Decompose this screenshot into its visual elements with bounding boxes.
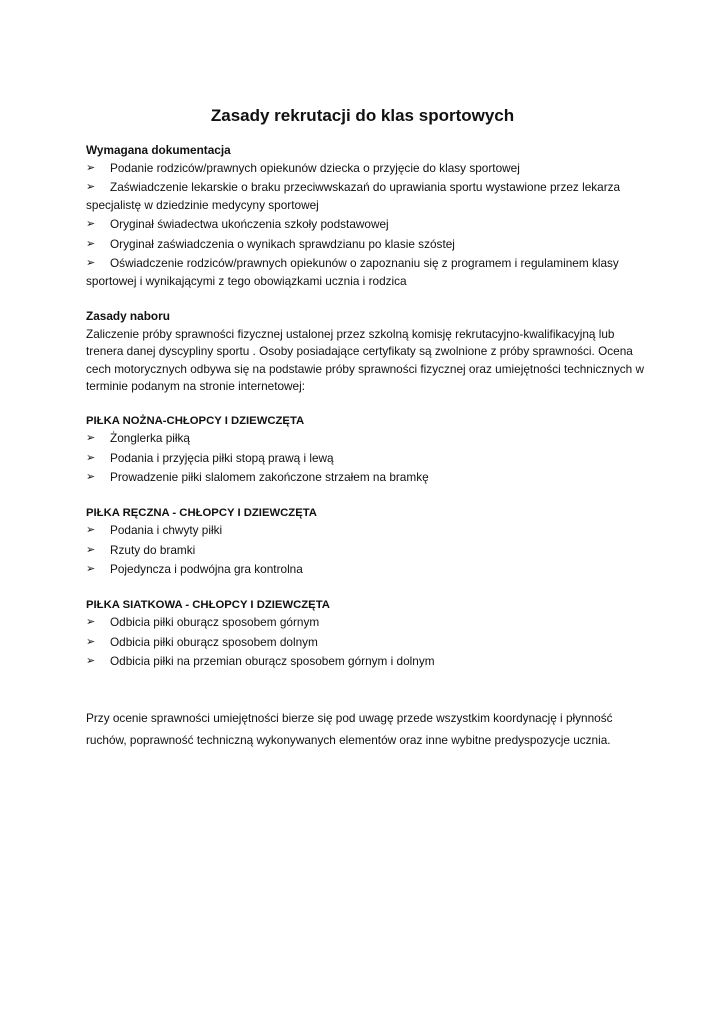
arrowhead-bullet-icon: ➢	[86, 218, 96, 230]
arrowhead-bullet-icon: ➢	[86, 451, 96, 464]
football-heading: PIŁKA NOŻNA-CHŁOPCY I DZIEWCZĘTA	[86, 414, 305, 427]
list-item	[86, 430, 646, 448]
arrowhead-bullet-icon: ➢	[86, 543, 96, 556]
list-item	[86, 634, 646, 652]
document-body	[86, 142, 646, 751]
list-item-text: Oświadczenie rodziców/prawnych opiekunów o zapoznaniu się z programem i regulaminem klasy sportowej i wynikającymi z tego obowiązkami ucznia i rodzica	[86, 256, 619, 288]
volleyball-section	[86, 597, 646, 671]
list-item	[86, 160, 646, 178]
volleyball-heading: PIŁKA SIATKOWA - CHŁOPCY I DZIEWCZĘTA	[86, 598, 330, 611]
documentation-heading: Wymagana dokumentacja	[86, 143, 231, 157]
handball-heading: PIŁKA RĘCZNA - CHŁOPCY I DZIEWCZĘTA	[86, 506, 317, 519]
list-item-text: Odbicia piłki oburącz sposobem górnym	[110, 615, 320, 629]
list-item-text: Odbicia piłki na przemian oburącz sposobem górnym i dolnym	[110, 654, 435, 668]
arrowhead-bullet-icon: ➢	[86, 563, 96, 575]
list-item-text: Podania i przyjęcia piłki stopą prawą i lewą	[110, 450, 334, 465]
arrowhead-bullet-icon: ➢	[86, 471, 96, 483]
arrowhead-bullet-icon: ➢	[86, 616, 96, 628]
list-item-text: Żonglerka piłką	[110, 431, 190, 445]
list-item	[86, 614, 646, 632]
list-item	[86, 542, 646, 560]
list-item-text: Podania i chwyty piłki	[110, 523, 223, 537]
recruitment-section	[86, 308, 646, 396]
documentation-section	[86, 142, 646, 290]
arrowhead-bullet-icon: ➢	[86, 655, 96, 667]
list-item-text: Prowadzenie piłki slalomem zakończone strzałem na bramkę	[110, 470, 429, 484]
list-item-text: Podanie rodziców/prawnych opiekunów dziecka o przyjęcie do klasy sportowej	[110, 160, 520, 175]
recruitment-heading: Zasady naboru	[86, 309, 170, 323]
handball-section	[86, 505, 646, 579]
list-item-text: Pojedyncza i podwójna gra kontrolna	[110, 562, 303, 576]
arrowhead-bullet-icon: ➢	[86, 237, 96, 250]
list-item	[86, 216, 646, 234]
list-item-text: Rzuty do bramki	[110, 542, 196, 557]
handball-list	[86, 522, 646, 579]
list-item	[86, 469, 646, 487]
volleyball-list	[86, 614, 646, 671]
list-item-text: Zaświadczenie lekarskie o braku przeciwwskazań do uprawiania sportu wystawione przez lekarza specjalistę w dziedzinie medycyny sportowej	[86, 180, 621, 212]
list-item-text: Oryginał zaświadczenia o wynikach sprawdzianu po klasie szóstej	[110, 236, 455, 251]
list-item	[86, 236, 646, 254]
list-item-text: Odbicia piłki oburącz sposobem dolnym	[110, 634, 318, 649]
list-item	[86, 179, 646, 214]
arrowhead-bullet-icon: ➢	[86, 181, 96, 193]
documentation-list	[86, 160, 646, 291]
football-list	[86, 430, 646, 487]
list-item-text: Oryginał świadectwa ukończenia szkoły podstawowej	[110, 217, 389, 231]
list-item	[86, 561, 646, 579]
arrowhead-bullet-icon: ➢	[86, 635, 96, 648]
arrowhead-bullet-icon: ➢	[86, 524, 96, 536]
arrowhead-bullet-icon: ➢	[86, 257, 96, 269]
list-item	[86, 255, 646, 290]
arrowhead-bullet-icon: ➢	[86, 432, 96, 444]
list-item	[86, 450, 646, 468]
document-title: Zasady rekrutacji do klas sportowych	[210, 106, 515, 125]
closing-paragraph: Przy ocenie sprawności umiejętności bierze się pod uwagę przede wszystkim koordynację i płynność ruchów, poprawność techniczną wykonywanych elementów oraz inne wybitne predyspozycje ucznia.	[86, 710, 613, 747]
list-item	[86, 653, 646, 671]
list-item	[86, 522, 646, 540]
arrowhead-bullet-icon: ➢	[86, 161, 96, 174]
recruitment-text: Zaliczenie próby sprawności fizycznej ustalonej przez szkolną komisję rekrutacyjno-kwalifikacyjną lub trenera danej dyscypliny sportu . Osoby posiadające certyfikaty są zwolnione z próby sprawności. Ocena cech motorycznych odbywa się na podstawie próby sprawności fizycznej oraz umiejętności technicznych w terminie podanym na stronie internetowej:	[86, 326, 644, 393]
football-section	[86, 413, 646, 487]
